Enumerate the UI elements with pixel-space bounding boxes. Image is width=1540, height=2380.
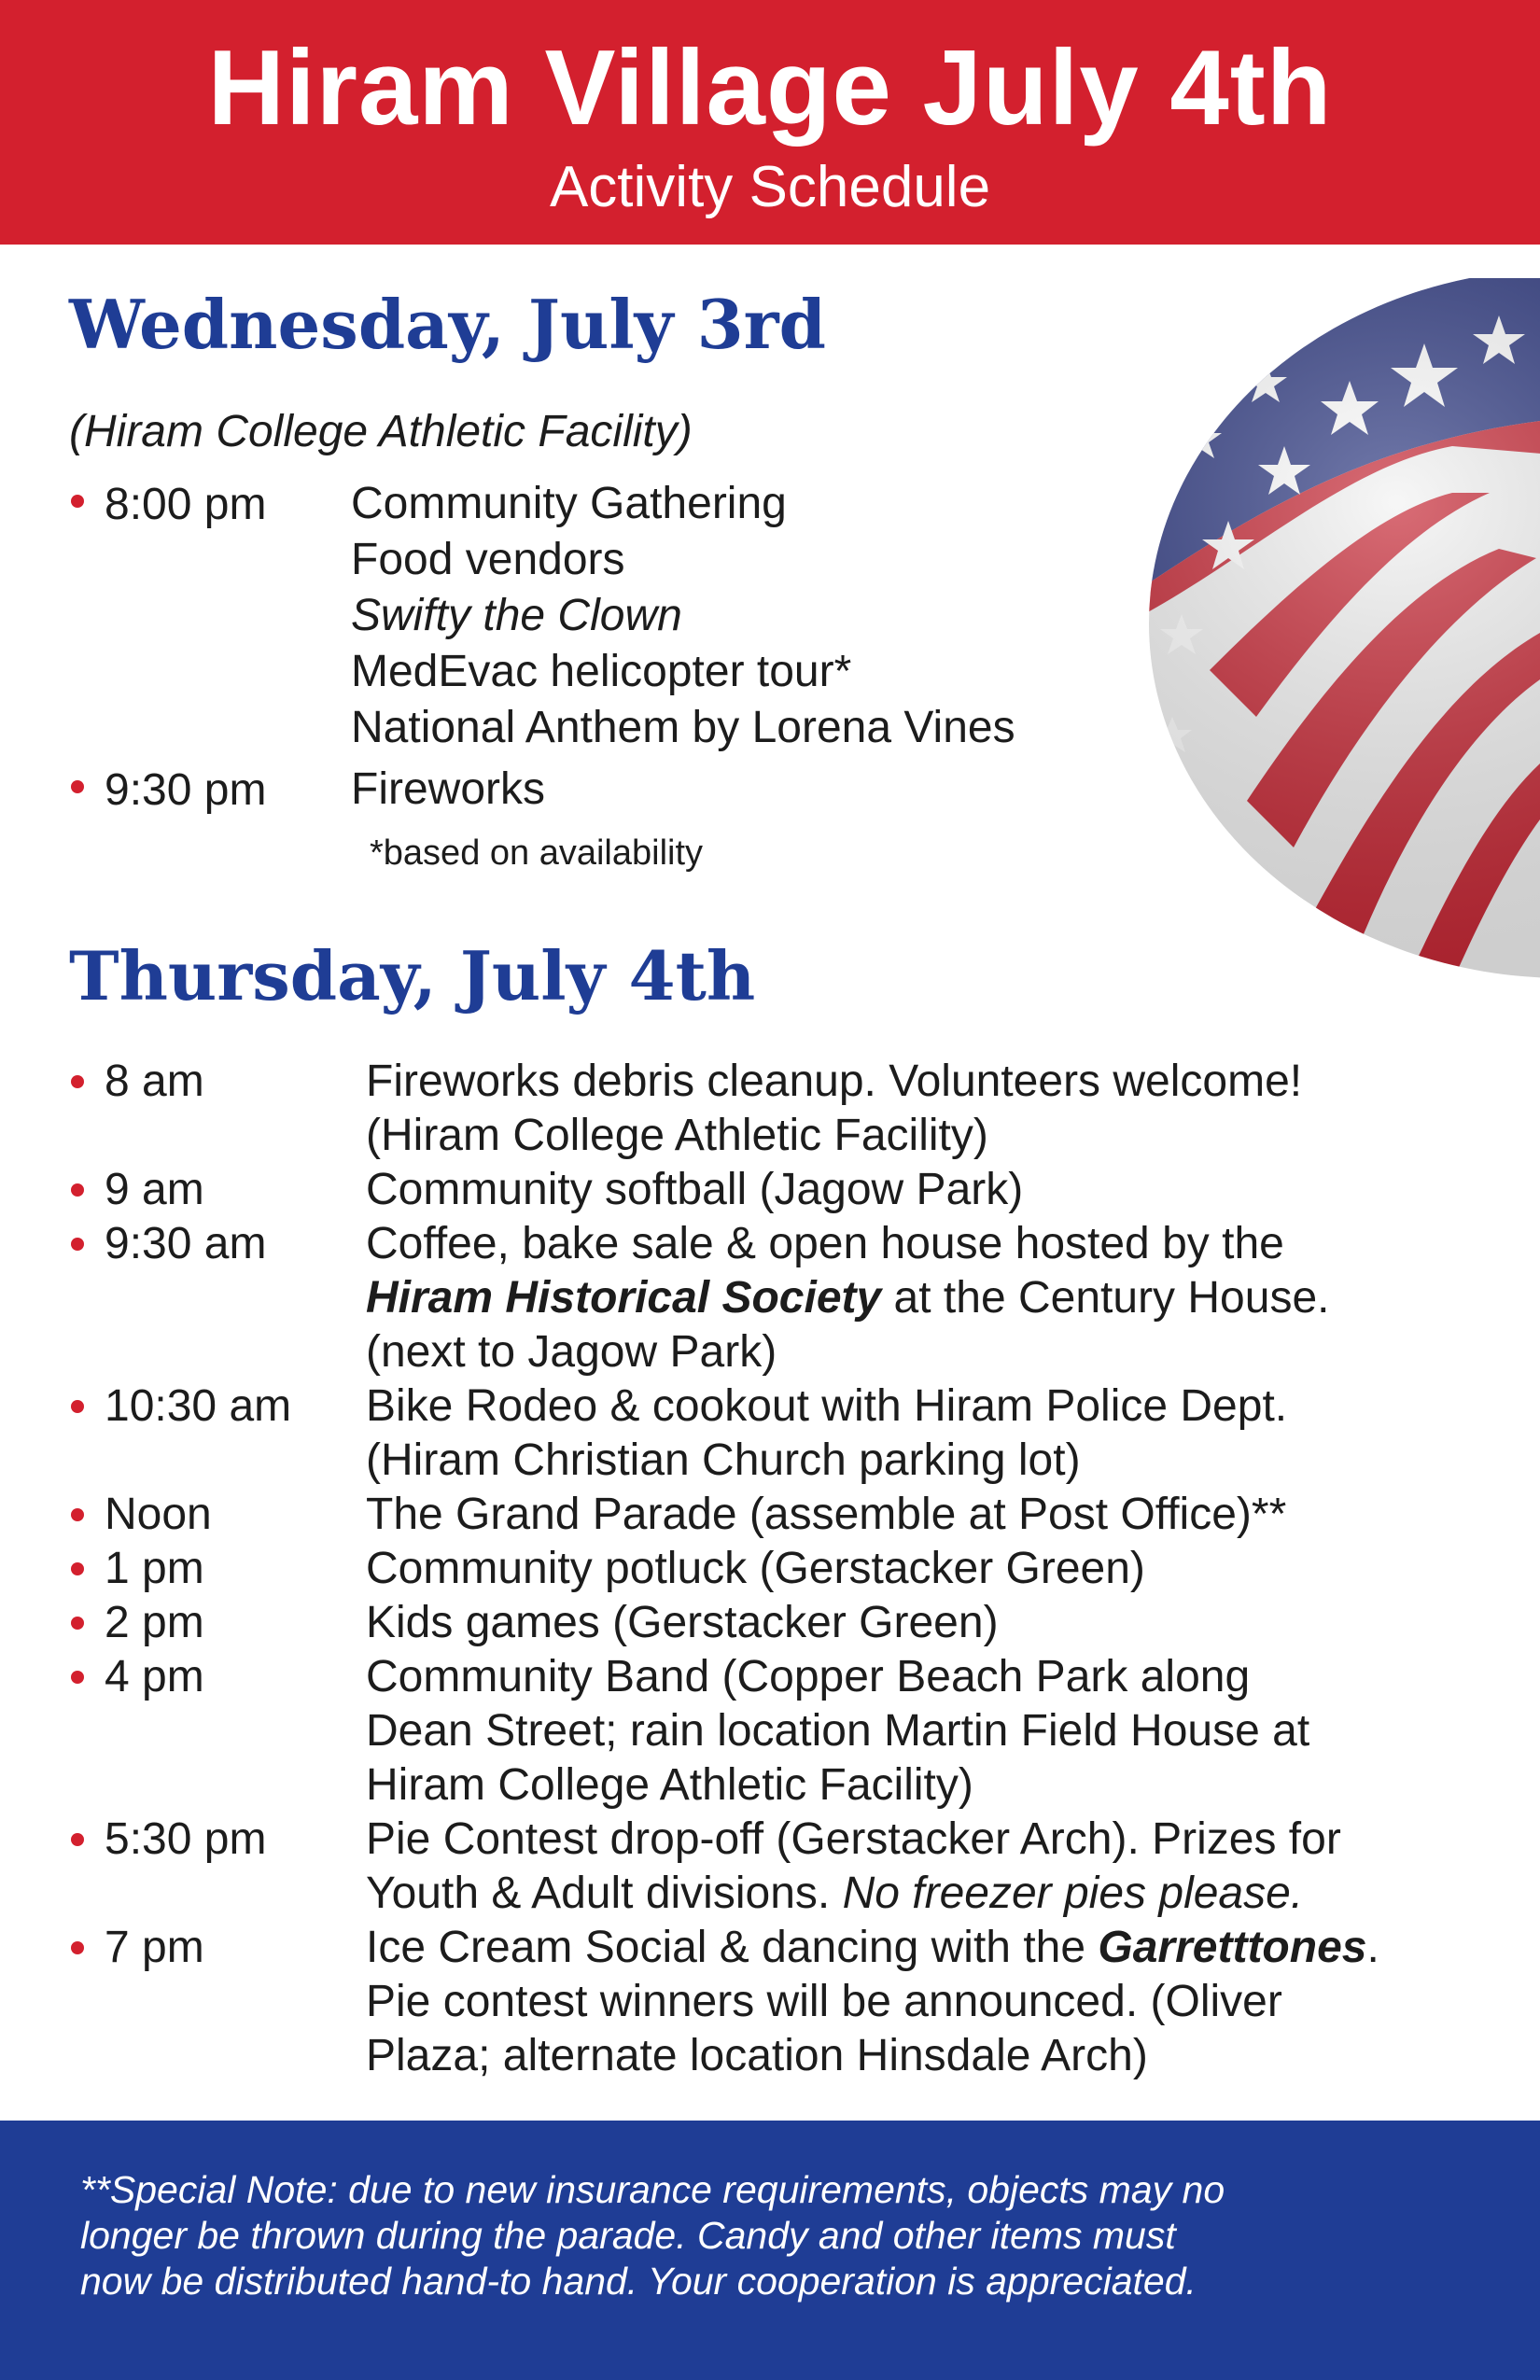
wednesday-footnote: *based on availability bbox=[370, 833, 704, 873]
list-item bbox=[366, 1271, 1329, 1325]
list-item: Fireworks debris cleanup. Volunteers welcome! bbox=[366, 1057, 1303, 1106]
header-banner bbox=[0, 0, 1540, 245]
special-note-line: **Special Note: due to new insurance requirements, objects may no bbox=[80, 2168, 1225, 2211]
special-note-line: longer be thrown during the parade. Candy and other items must bbox=[80, 2214, 1176, 2257]
special-note-line: now be distributed hand-to hand. Your cooperation is appreciated. bbox=[80, 2260, 1197, 2303]
bullet-dot bbox=[71, 495, 84, 508]
list-item: Coffee, bake sale & open house hosted by the bbox=[366, 1219, 1284, 1268]
thu-time: 9 am bbox=[105, 1165, 204, 1214]
bullet-dot bbox=[71, 1833, 84, 1846]
thu-time: 10:30 am bbox=[105, 1381, 292, 1431]
thu-desc bbox=[366, 1813, 1341, 1921]
list-item-text: Ice Cream Social & dancing with the bbox=[366, 1923, 1099, 1972]
special-note-text bbox=[80, 2167, 1480, 2304]
list-item: Hiram College Athletic Facility) bbox=[366, 1760, 973, 1810]
list-item: Community Band (Copper Beach Park along bbox=[366, 1652, 1251, 1701]
thu-desc bbox=[366, 1217, 1329, 1379]
list-item-text: . bbox=[1366, 1923, 1379, 1972]
list-item bbox=[366, 1867, 1341, 1921]
thu-time: 5:30 pm bbox=[105, 1814, 267, 1864]
list-item: Community softball (Jagow Park) bbox=[366, 1165, 1024, 1214]
wed-desc-1 bbox=[351, 476, 1015, 756]
freezer-note: No freezer pies please. bbox=[842, 1869, 1304, 1918]
bullet-dot bbox=[71, 1941, 84, 1954]
wed-time-1: 8:00 pm bbox=[105, 480, 267, 529]
bullet-dot bbox=[71, 1183, 84, 1197]
list-item-text: Youth & Adult divisions. bbox=[366, 1869, 843, 1918]
special-note-banner bbox=[0, 2121, 1540, 2380]
list-item: Community potluck (Gerstacker Green) bbox=[366, 1544, 1145, 1593]
bullet-dot bbox=[71, 1508, 84, 1521]
thu-desc bbox=[366, 1163, 1023, 1217]
page-subtitle: Activity Schedule bbox=[549, 155, 991, 219]
bullet-dot bbox=[71, 780, 84, 793]
list-item bbox=[366, 1921, 1379, 1975]
bullet-dot bbox=[71, 1238, 84, 1251]
list-item: Kids games (Gerstacker Green) bbox=[366, 1598, 999, 1647]
bullet-dot bbox=[71, 1617, 84, 1630]
thu-desc bbox=[366, 1488, 1286, 1542]
list-item: National Anthem by Lorena Vines bbox=[351, 703, 1015, 752]
thu-time: Noon bbox=[105, 1490, 212, 1539]
thu-desc bbox=[366, 1379, 1287, 1488]
list-item: The Grand Parade (assemble at Post Office)** bbox=[366, 1490, 1287, 1539]
list-item: Swifty the Clown bbox=[351, 591, 682, 640]
list-item-text: at the Century House. bbox=[881, 1273, 1330, 1323]
thursday-heading: Thursday, July 4th bbox=[69, 936, 756, 1015]
thu-desc bbox=[366, 1055, 1302, 1163]
list-item: Fireworks bbox=[351, 764, 546, 814]
list-item: MedEvac helicopter tour* bbox=[351, 647, 852, 696]
thu-time: 8 am bbox=[105, 1057, 204, 1106]
wednesday-venue: (Hiram College Athletic Facility) bbox=[69, 407, 693, 456]
list-item: Dean Street; rain location Martin Field House at bbox=[366, 1706, 1310, 1756]
bullet-dot bbox=[71, 1075, 84, 1088]
bullet-dot bbox=[71, 1562, 84, 1575]
list-item: Food vendors bbox=[351, 535, 625, 584]
list-item: Community Gathering bbox=[351, 479, 787, 528]
thu-time: 2 pm bbox=[105, 1598, 204, 1647]
list-item: Pie Contest drop-off (Gerstacker Arch). Prizes for bbox=[366, 1814, 1341, 1864]
thu-time: 9:30 am bbox=[105, 1219, 267, 1268]
thu-time: 1 pm bbox=[105, 1544, 204, 1593]
thu-desc bbox=[366, 1921, 1379, 2083]
thu-desc bbox=[366, 1542, 1145, 1596]
list-item: Pie contest winners will be announced. (Oliver bbox=[366, 1977, 1282, 2026]
list-item: Plaza; alternate location Hinsdale Arch) bbox=[366, 2031, 1148, 2080]
list-item: (Hiram Christian Church parking lot) bbox=[366, 1435, 1081, 1485]
bullet-dot bbox=[71, 1400, 84, 1413]
historical-society-name: Hiram Historical Society bbox=[366, 1273, 882, 1323]
flag-balloon-image bbox=[1144, 278, 1540, 989]
list-item: (Hiram College Athletic Facility) bbox=[366, 1111, 988, 1160]
band-name: Garretttones bbox=[1098, 1923, 1367, 1972]
thu-desc bbox=[366, 1596, 999, 1650]
thu-time: 7 pm bbox=[105, 1923, 204, 1972]
list-item: (next to Jagow Park) bbox=[366, 1327, 777, 1377]
thu-time: 4 pm bbox=[105, 1652, 204, 1701]
list-item: Bike Rodeo & cookout with Hiram Police Dept. bbox=[366, 1381, 1288, 1431]
page-title: Hiram Village July 4th bbox=[207, 29, 1333, 147]
wed-time-2: 9:30 pm bbox=[105, 765, 267, 815]
bullet-dot bbox=[71, 1671, 84, 1684]
wednesday-heading: Wednesday, July 3rd bbox=[69, 285, 826, 364]
thu-desc bbox=[366, 1650, 1309, 1813]
wed-desc-2 bbox=[351, 762, 545, 818]
